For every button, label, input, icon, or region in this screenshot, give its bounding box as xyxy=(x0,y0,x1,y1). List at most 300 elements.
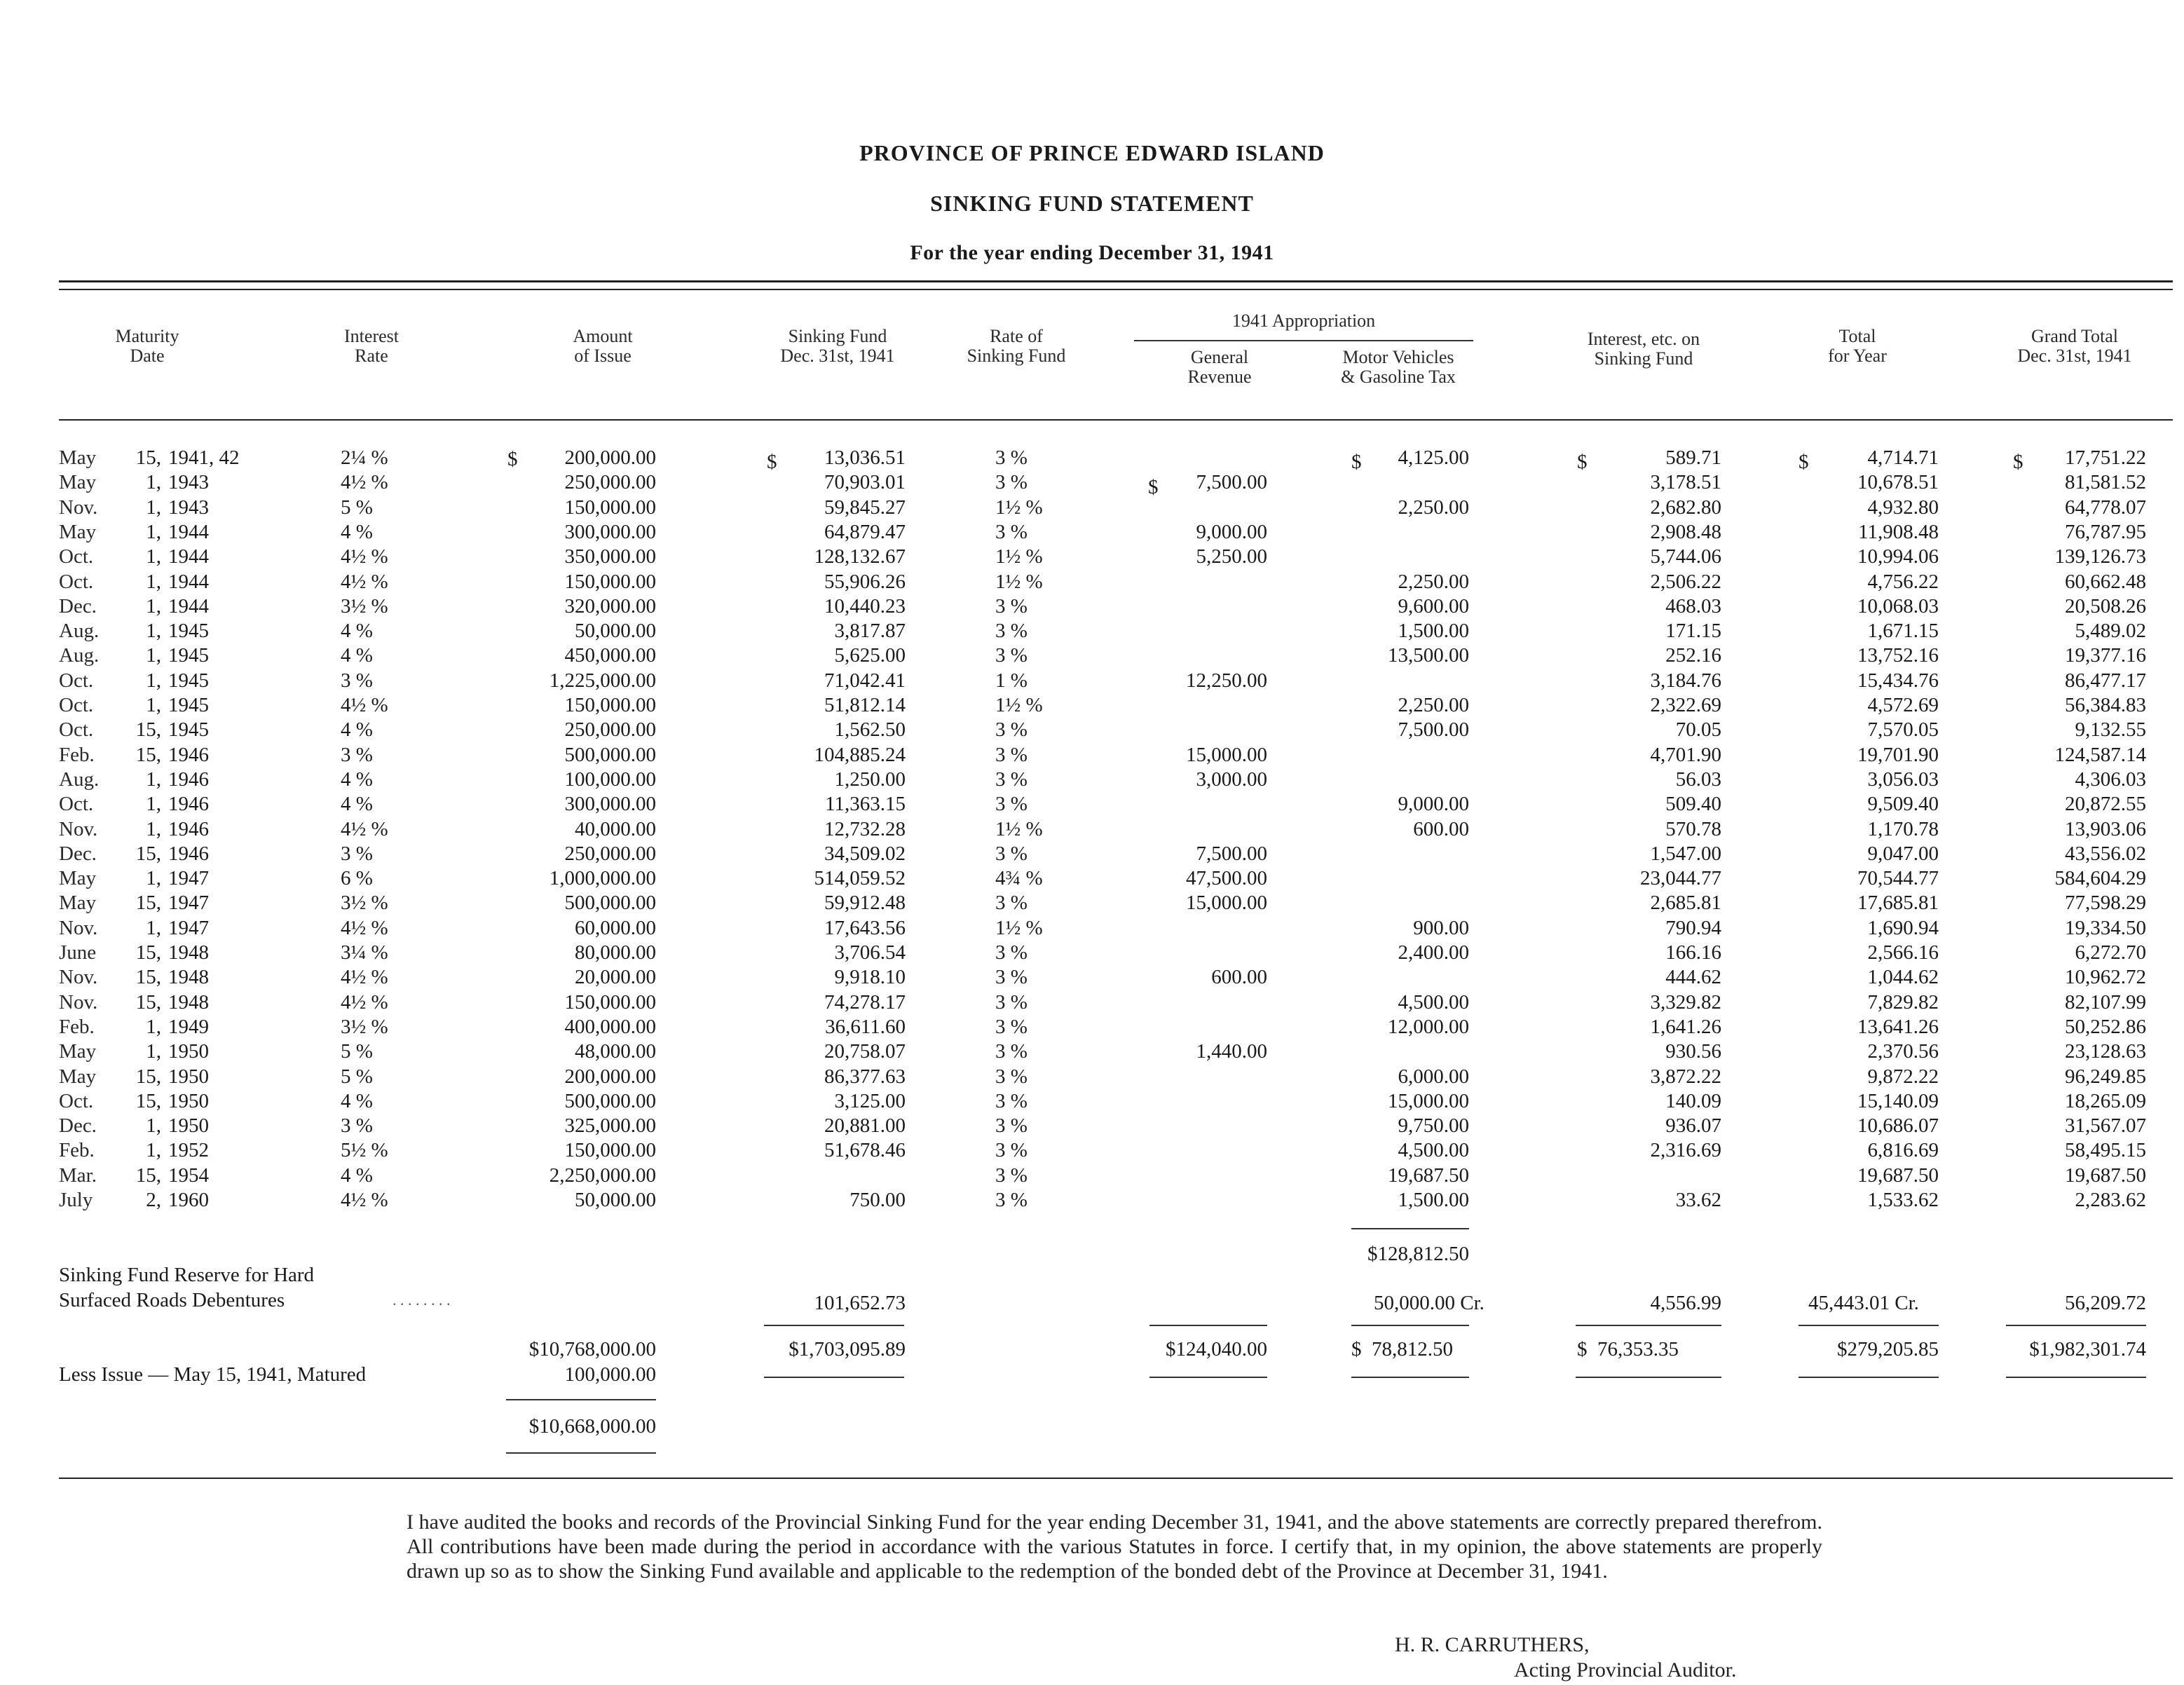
cell-total-for-year: 10,994.06 xyxy=(1857,545,1939,568)
cell-interest-on-sinking-fund: 589.71 xyxy=(1665,446,1721,469)
cell-maturity-day: 15, xyxy=(135,1089,161,1112)
cell-sinking-fund: 51,812.14 xyxy=(824,694,906,716)
cell-maturity-month: Oct. xyxy=(59,545,94,568)
cell-maturity-day: 15, xyxy=(135,892,161,915)
cell-sinking-fund: 59,912.48 xyxy=(824,892,906,915)
net-amount-of-issue: $10,668,000.00 xyxy=(528,1415,656,1438)
cell-interest-on-sinking-fund: 444.62 xyxy=(1665,966,1721,989)
cell-maturity-day: 1, xyxy=(146,817,161,840)
cell-grand-total: 60,662.48 xyxy=(2065,570,2146,593)
cell-grand-total: 18,265.09 xyxy=(2065,1089,2146,1112)
cell-maturity-day: 1, xyxy=(146,694,161,716)
cell-maturity-month: Aug. xyxy=(59,768,100,791)
cell-sinking-fund: 10,440.23 xyxy=(824,594,906,618)
cell-interest-on-sinking-fund: 3,184.76 xyxy=(1650,669,1721,692)
cell-interest-on-sinking-fund: 140.09 xyxy=(1665,1089,1721,1112)
auditor-name: H. R. CARRUTHERS, xyxy=(1395,1633,1590,1656)
cell-sinking-fund: 750.00 xyxy=(849,1189,906,1211)
cell-amount-of-issue: 1,000,000.00 xyxy=(549,867,656,890)
mv-subtotal: $128,812.50 xyxy=(1367,1243,1469,1265)
cell-rate-of-sinking-fund: 3 % xyxy=(995,1189,1028,1211)
cell-total-for-year: 9,047.00 xyxy=(1867,842,1939,865)
cell-sinking-fund: 51,678.46 xyxy=(824,1139,906,1162)
cell-motor-vehicles-tax: 1,500.00 xyxy=(1398,620,1469,643)
cell-amount-of-issue: 40,000.00 xyxy=(575,817,656,840)
total-amount-of-issue: $10,768,000.00 xyxy=(528,1338,656,1360)
cell-maturity-year: 1944 xyxy=(168,545,209,568)
cell-total-for-year: 10,068.03 xyxy=(1857,594,1939,618)
cell-interest-on-sinking-fund: 2,682.80 xyxy=(1650,496,1721,519)
cell-motor-vehicles-tax: 2,250.00 xyxy=(1398,694,1469,716)
currency-sign-interest: $ xyxy=(1577,451,1588,473)
cell-grand-total: 31,567.07 xyxy=(2065,1114,2146,1138)
cell-interest-on-sinking-fund: 166.16 xyxy=(1665,941,1721,964)
cell-amount-of-issue: 50,000.00 xyxy=(575,1189,656,1211)
cell-maturity-year: 1946 xyxy=(168,842,209,865)
cell-sinking-fund: 64,879.47 xyxy=(824,520,906,543)
cell-rate-of-sinking-fund: 3 % xyxy=(995,1139,1028,1162)
cell-sinking-fund: 13,036.51 xyxy=(824,446,906,469)
cell-sinking-fund: 55,906.26 xyxy=(824,570,906,593)
cell-interest-rate: 5 % xyxy=(341,1065,373,1088)
cell-total-for-year: 3,056.03 xyxy=(1867,768,1939,791)
cell-maturity-day: 1, xyxy=(146,520,161,543)
cell-total-for-year: 4,714.71 xyxy=(1867,446,1939,469)
cell-total-for-year: 19,701.90 xyxy=(1857,743,1939,766)
total-motor-vehicles: $ 78,812.50 xyxy=(1351,1338,1453,1360)
cell-sinking-fund: 1,562.50 xyxy=(834,718,906,742)
cell-general-revenue: 15,000.00 xyxy=(1186,743,1267,766)
cell-grand-total: 5,489.02 xyxy=(2075,620,2146,643)
cell-maturity-year: 1943 xyxy=(168,471,209,494)
cell-grand-total: 19,334.50 xyxy=(2065,916,2146,939)
cell-motor-vehicles-tax: 19,687.50 xyxy=(1388,1164,1469,1187)
cell-amount-of-issue: 500,000.00 xyxy=(564,743,656,766)
auditor-title: Acting Provincial Auditor. xyxy=(1514,1658,1737,1681)
cell-maturity-month: May xyxy=(59,1065,97,1088)
cell-motor-vehicles-tax: 4,500.00 xyxy=(1398,1139,1469,1162)
mv-total-rule-bottom xyxy=(1351,1377,1469,1378)
cell-maturity-day: 15, xyxy=(135,718,161,742)
total-sinking-fund: $1,703,095.89 xyxy=(789,1338,906,1360)
cell-grand-total: 4,306.03 xyxy=(2075,768,2146,791)
less-issue-amount: 100,000.00 xyxy=(564,1363,656,1386)
cell-rate-of-sinking-fund: 3 % xyxy=(995,768,1028,791)
cell-interest-on-sinking-fund: 2,685.81 xyxy=(1650,892,1721,915)
cell-maturity-day: 1, xyxy=(146,1139,161,1162)
cell-interest-rate: 4 % xyxy=(341,1089,373,1112)
cell-maturity-day: 15, xyxy=(135,743,161,766)
cell-maturity-day: 15, xyxy=(135,842,161,865)
cell-rate-of-sinking-fund: 3 % xyxy=(995,1164,1028,1187)
header-interest-on-sinking-fund: Interest, etc. on Sinking Fund xyxy=(1587,329,1700,369)
reserve-grand-total: 56,209.72 xyxy=(2065,1292,2146,1314)
cell-interest-on-sinking-fund: 1,547.00 xyxy=(1650,842,1721,865)
cell-interest-rate: 4 % xyxy=(341,1164,373,1187)
cell-total-for-year: 7,570.05 xyxy=(1867,718,1939,742)
appropriation-rule xyxy=(1134,340,1473,341)
cell-motor-vehicles-tax: 4,500.00 xyxy=(1398,990,1469,1014)
cell-sinking-fund: 59,845.27 xyxy=(824,496,906,519)
cell-motor-vehicles-tax: 2,250.00 xyxy=(1398,570,1469,593)
cell-maturity-month: Feb. xyxy=(59,743,95,766)
cell-maturity-year: 1950 xyxy=(168,1065,209,1088)
cell-grand-total: 64,778.07 xyxy=(2065,496,2146,519)
cell-maturity-month: Dec. xyxy=(59,1114,97,1138)
cell-general-revenue: 9,000.00 xyxy=(1196,520,1267,543)
cell-sinking-fund: 20,881.00 xyxy=(824,1114,906,1138)
cell-maturity-month: Dec. xyxy=(59,842,97,865)
cell-total-for-year: 13,641.26 xyxy=(1857,1015,1939,1038)
cell-interest-on-sinking-fund: 3,178.51 xyxy=(1650,471,1721,494)
cell-interest-rate: 4½ % xyxy=(341,916,388,939)
cell-amount-of-issue: 500,000.00 xyxy=(564,1089,656,1112)
cell-interest-on-sinking-fund: 936.07 xyxy=(1665,1114,1721,1138)
cell-amount-of-issue: 150,000.00 xyxy=(564,570,656,593)
reserve-label-line1: Sinking Fund Reserve for Hard xyxy=(59,1264,315,1286)
cell-total-for-year: 10,686.07 xyxy=(1857,1114,1939,1138)
cell-grand-total: 56,384.83 xyxy=(2065,694,2146,716)
cell-maturity-month: Nov. xyxy=(59,496,98,519)
cell-interest-on-sinking-fund: 33.62 xyxy=(1675,1189,1721,1211)
cell-interest-rate: 5 % xyxy=(341,496,373,519)
cell-maturity-year: 1948 xyxy=(168,966,209,989)
cell-interest-rate: 3 % xyxy=(341,743,373,766)
cell-rate-of-sinking-fund: 3 % xyxy=(995,1065,1028,1088)
header-sinking-fund: Sinking Fund Dec. 31st, 1941 xyxy=(780,326,895,366)
cell-motor-vehicles-tax: 9,000.00 xyxy=(1398,793,1469,816)
cell-total-for-year: 9,872.22 xyxy=(1867,1065,1939,1088)
cell-motor-vehicles-tax: 9,750.00 xyxy=(1398,1114,1469,1138)
cell-amount-of-issue: 300,000.00 xyxy=(564,793,656,816)
cell-interest-rate: 2¼ % xyxy=(341,446,388,469)
cell-interest-rate: 3 % xyxy=(341,669,373,692)
cell-maturity-day: 1, xyxy=(146,644,161,667)
cell-general-revenue: 7,500.00 xyxy=(1196,842,1267,865)
int-total-rule-top xyxy=(1576,1325,1721,1326)
cell-amount-of-issue: 250,000.00 xyxy=(564,842,656,865)
cell-maturity-month: Oct. xyxy=(59,1089,94,1112)
cell-interest-on-sinking-fund: 2,506.22 xyxy=(1650,570,1721,593)
cell-motor-vehicles-tax: 13,500.00 xyxy=(1388,644,1469,667)
cell-interest-on-sinking-fund: 930.56 xyxy=(1665,1040,1721,1063)
header-maturity-date: Maturity Date xyxy=(115,326,179,366)
cell-grand-total: 20,872.55 xyxy=(2065,793,2146,816)
cell-sinking-fund: 71,042.41 xyxy=(824,669,906,692)
cell-interest-rate: 5½ % xyxy=(341,1139,388,1162)
cell-interest-on-sinking-fund: 56.03 xyxy=(1675,768,1721,791)
cell-grand-total: 19,687.50 xyxy=(2065,1164,2146,1187)
cell-maturity-month: June xyxy=(59,941,97,964)
cell-amount-of-issue: 20,000.00 xyxy=(575,966,656,989)
cell-maturity-year: 1945 xyxy=(168,644,209,667)
cell-amount-of-issue: 320,000.00 xyxy=(564,594,656,618)
cell-interest-rate: 4 % xyxy=(341,793,373,816)
header-bottom-rule xyxy=(59,419,2173,421)
top-rule-1 xyxy=(59,280,2173,282)
cell-general-revenue: 7,500.00 xyxy=(1196,471,1267,494)
document-period: For the year ending December 31, 1941 xyxy=(910,241,1274,264)
cell-maturity-month: Oct. xyxy=(59,793,94,816)
cell-amount-of-issue: 150,000.00 xyxy=(564,990,656,1014)
cell-rate-of-sinking-fund: 1½ % xyxy=(995,545,1043,568)
cell-maturity-year: 1944 xyxy=(168,520,209,543)
cell-total-for-year: 1,690.94 xyxy=(1867,916,1939,939)
reserve-sinking-fund: 101,652.73 xyxy=(814,1292,906,1314)
cell-maturity-day: 15, xyxy=(135,990,161,1014)
cell-amount-of-issue: 80,000.00 xyxy=(575,941,656,964)
cell-sinking-fund: 20,758.07 xyxy=(824,1040,906,1063)
cell-maturity-month: Nov. xyxy=(59,966,98,989)
cell-maturity-month: May xyxy=(59,446,97,469)
gr-total-rule-top xyxy=(1149,1325,1267,1326)
mv-total-rule-top xyxy=(1351,1325,1469,1326)
cell-grand-total: 77,598.29 xyxy=(2065,892,2146,915)
cell-motor-vehicles-tax: 2,400.00 xyxy=(1398,941,1469,964)
cell-grand-total: 82,107.99 xyxy=(2065,990,2146,1014)
cell-interest-rate: 6 % xyxy=(341,867,373,890)
cell-rate-of-sinking-fund: 3 % xyxy=(995,1089,1028,1112)
currency-sign-amount: $ xyxy=(507,448,518,470)
cell-rate-of-sinking-fund: 3 % xyxy=(995,990,1028,1014)
cell-interest-on-sinking-fund: 509.40 xyxy=(1665,793,1721,816)
cell-sinking-fund: 3,706.54 xyxy=(834,941,906,964)
cell-general-revenue: 3,000.00 xyxy=(1196,768,1267,791)
cell-sinking-fund: 128,132.67 xyxy=(814,545,906,568)
cell-rate-of-sinking-fund: 4¾ % xyxy=(995,867,1043,890)
cell-maturity-day: 1, xyxy=(146,1114,161,1138)
top-rule-2 xyxy=(59,289,2173,290)
cell-maturity-year: 1944 xyxy=(168,570,209,593)
cell-amount-of-issue: 450,000.00 xyxy=(564,644,656,667)
cell-total-for-year: 6,816.69 xyxy=(1867,1139,1939,1162)
cell-grand-total: 81,581.52 xyxy=(2065,471,2146,494)
cell-grand-total: 139,126.73 xyxy=(2054,545,2146,568)
reserve-total-for-year: 45,443.01 Cr. xyxy=(1808,1292,1919,1314)
cell-interest-on-sinking-fund: 2,316.69 xyxy=(1650,1139,1721,1162)
cell-total-for-year: 1,671.15 xyxy=(1867,620,1939,643)
cell-maturity-day: 15, xyxy=(135,941,161,964)
cell-total-for-year: 7,829.82 xyxy=(1867,990,1939,1014)
cell-amount-of-issue: 1,225,000.00 xyxy=(549,669,656,692)
cell-maturity-month: Feb. xyxy=(59,1015,95,1038)
cell-interest-rate: 3½ % xyxy=(341,594,388,618)
cell-total-for-year: 13,752.16 xyxy=(1857,644,1939,667)
cell-maturity-year: 1960 xyxy=(168,1189,209,1211)
total-grand-total: $1,982,301.74 xyxy=(2029,1338,2146,1360)
cell-motor-vehicles-tax: 7,500.00 xyxy=(1398,718,1469,742)
sf-total-rule-top xyxy=(764,1325,904,1326)
cell-amount-of-issue: 150,000.00 xyxy=(564,496,656,519)
reserve-interest: 4,556.99 xyxy=(1650,1292,1721,1314)
cell-interest-rate: 4½ % xyxy=(341,545,388,568)
cell-grand-total: 58,495.15 xyxy=(2065,1139,2146,1162)
cell-maturity-day: 15, xyxy=(135,446,161,469)
cell-total-for-year: 15,434.76 xyxy=(1857,669,1939,692)
cell-maturity-year: 1945 xyxy=(168,694,209,716)
cell-motor-vehicles-tax: 15,000.00 xyxy=(1388,1089,1469,1112)
cell-rate-of-sinking-fund: 3 % xyxy=(995,594,1028,618)
cell-total-for-year: 4,932.80 xyxy=(1867,496,1939,519)
cell-total-for-year: 1,170.78 xyxy=(1867,817,1939,840)
cell-sinking-fund: 3,817.87 xyxy=(834,620,906,643)
cell-rate-of-sinking-fund: 1 % xyxy=(995,669,1028,692)
cell-maturity-day: 2, xyxy=(146,1189,161,1211)
cell-interest-on-sinking-fund: 2,322.69 xyxy=(1650,694,1721,716)
cell-amount-of-issue: 100,000.00 xyxy=(564,768,656,791)
cell-grand-total: 19,377.16 xyxy=(2065,644,2146,667)
cell-maturity-year: 1947 xyxy=(168,916,209,939)
cell-maturity-year: 1945 xyxy=(168,718,209,742)
cell-grand-total: 6,272.70 xyxy=(2075,941,2146,964)
cell-amount-of-issue: 150,000.00 xyxy=(564,1139,656,1162)
cell-total-for-year: 2,566.16 xyxy=(1867,941,1939,964)
cell-amount-of-issue: 250,000.00 xyxy=(564,718,656,742)
cell-maturity-year: 1950 xyxy=(168,1040,209,1063)
cell-total-for-year: 15,140.09 xyxy=(1857,1089,1939,1112)
cell-grand-total: 23,128.63 xyxy=(2065,1040,2146,1063)
cell-maturity-month: July xyxy=(59,1189,93,1211)
cell-interest-rate: 4½ % xyxy=(341,1189,388,1211)
cell-general-revenue: 5,250.00 xyxy=(1196,545,1267,568)
cell-maturity-month: Feb. xyxy=(59,1139,95,1162)
cell-general-revenue: 1,440.00 xyxy=(1196,1040,1267,1063)
cell-interest-rate: 4½ % xyxy=(341,570,388,593)
cell-sinking-fund: 34,509.02 xyxy=(824,842,906,865)
header-motor-vehicles: Motor Vehicles & Gasoline Tax xyxy=(1341,347,1456,387)
cell-grand-total: 10,962.72 xyxy=(2065,966,2146,989)
cell-maturity-day: 1, xyxy=(146,471,161,494)
sf-total-rule-bottom xyxy=(764,1377,904,1378)
cell-maturity-day: 1, xyxy=(146,1040,161,1063)
cell-rate-of-sinking-fund: 3 % xyxy=(995,1040,1028,1063)
cell-rate-of-sinking-fund: 3 % xyxy=(995,644,1028,667)
cell-maturity-day: 15, xyxy=(135,1164,161,1187)
cell-rate-of-sinking-fund: 3 % xyxy=(995,892,1028,915)
cell-general-revenue: 12,250.00 xyxy=(1186,669,1267,692)
cell-interest-on-sinking-fund: 1,641.26 xyxy=(1650,1015,1721,1038)
cell-maturity-month: Oct. xyxy=(59,570,94,593)
cell-interest-rate: 5 % xyxy=(341,1040,373,1063)
cell-grand-total: 86,477.17 xyxy=(2065,669,2146,692)
cell-grand-total: 17,751.22 xyxy=(2065,446,2146,469)
cell-rate-of-sinking-fund: 3 % xyxy=(995,520,1028,543)
total-interest: $ 76,353.35 xyxy=(1577,1338,1679,1360)
cell-amount-of-issue: 200,000.00 xyxy=(564,1065,656,1088)
total-general-revenue: $124,040.00 xyxy=(1166,1338,1267,1360)
cell-interest-on-sinking-fund: 570.78 xyxy=(1665,817,1721,840)
cell-maturity-year: 1947 xyxy=(168,867,209,890)
cell-rate-of-sinking-fund: 1½ % xyxy=(995,916,1043,939)
cell-interest-on-sinking-fund: 790.94 xyxy=(1665,916,1721,939)
cell-maturity-year: 1950 xyxy=(168,1089,209,1112)
cell-maturity-day: 1, xyxy=(146,545,161,568)
cell-amount-of-issue: 500,000.00 xyxy=(564,892,656,915)
cell-grand-total: 20,508.26 xyxy=(2065,594,2146,618)
cell-interest-on-sinking-fund: 468.03 xyxy=(1665,594,1721,618)
cell-maturity-month: Dec. xyxy=(59,594,97,618)
cell-sinking-fund: 1,250.00 xyxy=(834,768,906,791)
cell-motor-vehicles-tax: 12,000.00 xyxy=(1388,1015,1469,1038)
cell-maturity-day: 1, xyxy=(146,594,161,618)
cell-rate-of-sinking-fund: 3 % xyxy=(995,718,1028,742)
cell-sinking-fund: 9,918.10 xyxy=(834,966,906,989)
cell-maturity-year: 1946 xyxy=(168,817,209,840)
cell-rate-of-sinking-fund: 3 % xyxy=(995,966,1028,989)
less-issue-label: Less Issue — May 15, 1941, Matured xyxy=(59,1363,367,1386)
cell-maturity-month: Oct. xyxy=(59,669,94,692)
currency-sign-sinking-fund: $ xyxy=(767,451,777,473)
grand-total-rule-bottom xyxy=(2006,1377,2146,1378)
cell-total-for-year: 1,044.62 xyxy=(1867,966,1939,989)
grand-total-rule-top xyxy=(2006,1325,2146,1326)
cell-interest-rate: 4 % xyxy=(341,520,373,543)
cell-total-for-year: 11,908.48 xyxy=(1858,520,1939,543)
reserve-label-line2: Surfaced Roads Debentures xyxy=(59,1289,285,1311)
cell-maturity-year: 1954 xyxy=(168,1164,209,1187)
less-issue-rule xyxy=(506,1399,656,1400)
header-rate-of-sinking-fund: Rate of Sinking Fund xyxy=(967,326,1066,366)
cell-grand-total: 9,132.55 xyxy=(2075,718,2146,742)
cell-maturity-day: 1, xyxy=(146,768,161,791)
cell-sinking-fund: 11,363.15 xyxy=(825,793,906,816)
cell-amount-of-issue: 250,000.00 xyxy=(564,471,656,494)
cell-grand-total: 50,252.86 xyxy=(2065,1015,2146,1038)
cell-interest-on-sinking-fund: 5,744.06 xyxy=(1650,545,1721,568)
cell-interest-on-sinking-fund: 70.05 xyxy=(1675,718,1721,742)
cell-rate-of-sinking-fund: 3 % xyxy=(995,743,1028,766)
cell-sinking-fund: 70,903.01 xyxy=(824,471,906,494)
currency-sign-total: $ xyxy=(1799,451,1809,473)
cell-grand-total: 96,249.85 xyxy=(2065,1065,2146,1088)
cell-interest-on-sinking-fund: 3,329.82 xyxy=(1650,990,1721,1014)
cell-sinking-fund: 5,625.00 xyxy=(834,644,906,667)
cell-interest-on-sinking-fund: 2,908.48 xyxy=(1650,520,1721,543)
cell-interest-rate: 3½ % xyxy=(341,892,388,915)
cell-amount-of-issue: 400,000.00 xyxy=(564,1015,656,1038)
cell-sinking-fund: 36,611.60 xyxy=(825,1015,906,1038)
cell-maturity-year: 1945 xyxy=(168,669,209,692)
cell-maturity-month: May xyxy=(59,1040,97,1063)
cell-total-for-year: 2,370.56 xyxy=(1867,1040,1939,1063)
cell-amount-of-issue: 300,000.00 xyxy=(564,520,656,543)
cell-maturity-month: Aug. xyxy=(59,620,100,643)
cell-interest-on-sinking-fund: 23,044.77 xyxy=(1640,867,1721,890)
cell-interest-rate: 4 % xyxy=(341,768,373,791)
cell-amount-of-issue: 350,000.00 xyxy=(564,545,656,568)
cell-rate-of-sinking-fund: 3 % xyxy=(995,620,1028,643)
cell-rate-of-sinking-fund: 1½ % xyxy=(995,496,1043,519)
cell-maturity-month: May xyxy=(59,471,97,494)
cell-sinking-fund: 12,732.28 xyxy=(824,817,906,840)
cell-interest-rate: 3½ % xyxy=(341,1015,388,1038)
cell-motor-vehicles-tax: 2,250.00 xyxy=(1398,496,1469,519)
cell-maturity-month: Nov. xyxy=(59,990,98,1014)
cell-maturity-year: 1946 xyxy=(168,743,209,766)
cell-interest-rate: 3 % xyxy=(341,842,373,865)
cell-maturity-year: 1946 xyxy=(168,768,209,791)
cell-interest-rate: 4 % xyxy=(341,718,373,742)
cell-grand-total: 43,556.02 xyxy=(2065,842,2146,865)
cell-total-for-year: 17,685.81 xyxy=(1857,892,1939,915)
cell-maturity-year: 1944 xyxy=(168,594,209,618)
header-total-for-year: Total for Year xyxy=(1828,326,1887,366)
cell-maturity-month: Nov. xyxy=(59,916,98,939)
cell-interest-rate: 4½ % xyxy=(341,694,388,716)
cell-motor-vehicles-tax: 1,500.00 xyxy=(1398,1189,1469,1211)
cell-maturity-year: 1945 xyxy=(168,620,209,643)
cell-general-revenue: 15,000.00 xyxy=(1186,892,1267,915)
